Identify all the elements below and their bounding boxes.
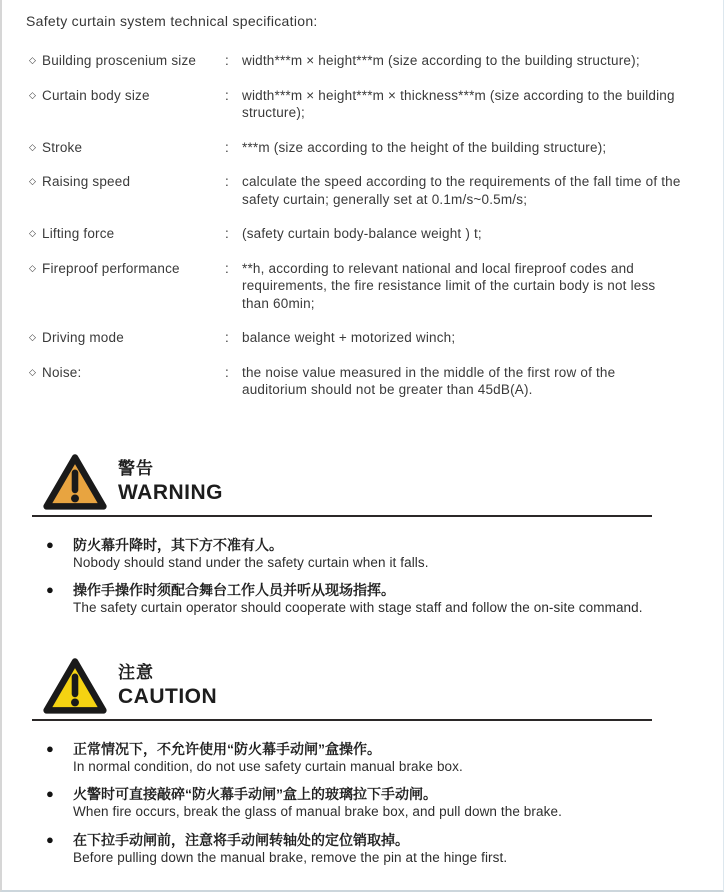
spec-value: **h, according to relevant national and local fireproof codes and requirements, the fire resistance limit of the curtain body is not less than 60min; [242, 260, 656, 311]
spec-value: (safety curtain body-balance weight ) t; [242, 226, 482, 241]
warning-item-zh: 操作手操作时须配合舞台工作人员并听从现场指挥。 [73, 582, 395, 598]
spec-label: Raising speed [42, 174, 131, 189]
bullet-dot-icon: ● [46, 536, 54, 552]
caution-triangle-icon [42, 657, 108, 715]
spec-colon: : [225, 226, 229, 241]
spec-label: Building proscenium size [42, 53, 197, 68]
caution-item-texts [73, 831, 648, 867]
caution-titles [118, 662, 217, 710]
caution-item-en: In normal condition, do not use safety curtain manual brake box. [73, 758, 463, 774]
caution-item-zh: 在下拉手动闸前，注意将手动闸转轴处的定位销取掉。 [73, 831, 409, 848]
warning-item-en: The safety curtain operator should cooperate with stage staff and follow the on-site command. [73, 600, 643, 615]
caution-item-en: Before pulling down the manual brake, remove the pin at the hinge first. [73, 849, 508, 865]
spec-row [29, 87, 683, 122]
caution-item [46, 831, 683, 867]
diamond-bullet-icon: ◇ [29, 366, 36, 377]
bullet-dot-icon: ● [46, 740, 54, 756]
spec-colon: : [225, 330, 229, 345]
spec-colon: : [225, 53, 229, 68]
spec-row [29, 139, 683, 157]
diamond-bullet-icon: ◇ [29, 332, 36, 342]
warning-item-texts [73, 536, 648, 572]
diamond-bullet-icon: ◇ [29, 89, 36, 100]
page-title: Safety curtain system technical specification: [26, 13, 318, 29]
spec-colon: : [225, 364, 229, 380]
spec-row [29, 52, 683, 70]
spec-row [29, 329, 683, 347]
spec-label: Stroke [42, 139, 83, 155]
caution-item [46, 785, 683, 821]
bullet-dot-icon: ● [46, 831, 54, 847]
warning-item-en: Nobody should stand under the safety curtain when it falls. [73, 554, 429, 570]
caution-divider [32, 719, 652, 721]
spec-value: the noise value measured in the middle of the first row of the auditorium should not be greater than 45dB(A). [242, 364, 616, 397]
caution-item-texts [73, 740, 648, 776]
caution-item-zh: 正常情况下，不允许使用“防火幕手动闸”盒操作。 [73, 740, 381, 757]
caution-title-zh: 注意 [118, 662, 154, 682]
spec-label: Lifting force [42, 226, 115, 241]
spec-colon: : [225, 87, 229, 103]
spec-row [29, 260, 683, 313]
caution-list [46, 740, 683, 867]
spec-colon: : [225, 260, 229, 276]
warning-item [46, 581, 683, 617]
warning-divider [32, 515, 652, 517]
spec-value: balance weight + motorized winch; [242, 330, 456, 345]
diamond-bullet-icon: ◇ [29, 176, 36, 186]
warning-item [46, 536, 683, 572]
warning-title-zh: 警告 [118, 458, 154, 478]
spec-row [29, 225, 683, 243]
bullet-dot-icon: ● [46, 786, 54, 801]
spec-colon: : [225, 174, 229, 189]
spec-row [29, 364, 683, 399]
warning-titles [118, 458, 223, 506]
spec-label: Fireproof performance [42, 260, 180, 276]
diamond-bullet-icon: ◇ [29, 262, 36, 273]
warning-title-en: WARNING [118, 480, 223, 504]
caution-item-en: When fire occurs, break the glass of manual brake box, and pull down the brake. [73, 804, 562, 819]
spec-list [29, 52, 683, 399]
warning-triangle-icon [42, 453, 108, 511]
spec-value: ***m (size according to the height of the building structure); [242, 139, 607, 155]
spec-label: Noise: [42, 364, 82, 380]
warning-list [46, 536, 683, 617]
diamond-bullet-icon: ◇ [29, 55, 36, 65]
caution-item-zh: 火警时可直接敲碎“防火幕手动闸”盒上的玻璃拉下手动闸。 [73, 786, 437, 802]
spec-row [29, 173, 683, 208]
caution-item [46, 740, 683, 776]
warning-item-texts [73, 581, 648, 617]
caution-item-texts [73, 785, 648, 821]
spec-label: Curtain body size [42, 87, 150, 103]
caution-title-en: CAUTION [118, 684, 218, 708]
spec-value: calculate the speed according to the requirements of the fall time of the safety curtain; generally set at 0.1m/s~0.5m/s; [242, 174, 681, 207]
spec-colon: : [225, 139, 229, 155]
spec-label: Driving mode [42, 330, 124, 345]
spec-value: width***m × height***m × thickness***m (size according to the building structure); [242, 87, 675, 120]
diamond-bullet-icon: ◇ [29, 228, 36, 238]
caution-header [42, 657, 723, 715]
warning-header [42, 453, 723, 511]
spec-value: width***m × height***m (size according to the building structure); [242, 53, 640, 68]
diamond-bullet-icon: ◇ [29, 141, 36, 152]
bullet-dot-icon: ● [46, 582, 54, 597]
warning-item-zh: 防火幕升降时，其下方不准有人。 [73, 536, 283, 553]
